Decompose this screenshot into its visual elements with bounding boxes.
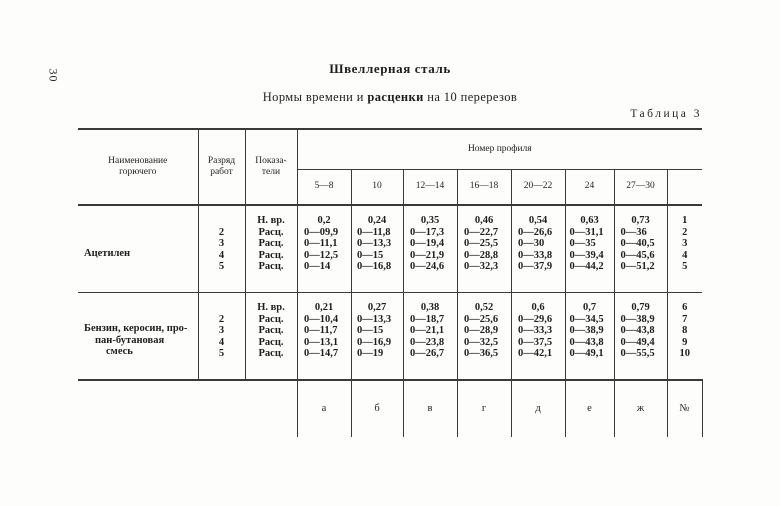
value-cell: 0,46 (457, 205, 511, 227)
norms-table (78, 128, 703, 437)
value-cell (297, 325, 351, 337)
value-cell (614, 238, 667, 250)
value-cell (457, 325, 511, 337)
value-cell (351, 261, 403, 292)
value-cell (614, 325, 667, 337)
value-cell (614, 261, 667, 292)
value-cell (297, 250, 351, 262)
value-text: 0—32,3 (464, 261, 499, 273)
value-cell (297, 238, 351, 250)
header-col-pokazateli: Показа- тели (245, 129, 297, 205)
footer-letter-cell: ж (614, 380, 667, 437)
value-cell: 0,2 (297, 205, 351, 227)
razryad-cell (198, 205, 245, 227)
value-cell (511, 250, 565, 262)
header-col-fuel-name: Наименование горючего (78, 129, 198, 205)
value-cell (565, 238, 614, 250)
value-text: 0—11,8 (357, 226, 391, 238)
value-cell (351, 250, 403, 262)
value-text: 0—28,9 (464, 325, 499, 337)
value-cell (403, 227, 457, 239)
value-text: 0—11,7 (304, 325, 338, 337)
row-num-cell: 9 (667, 337, 702, 349)
table-caption: Таблица 3 (630, 108, 702, 120)
value-cell (351, 348, 403, 380)
header-col-razryad: Разряд работ (198, 129, 245, 205)
value-text: 0—36 (620, 226, 647, 238)
value-cell: 0,79 (614, 292, 667, 313)
value-text: 0—24,6 (410, 261, 445, 273)
value-cell (511, 348, 565, 380)
value-cell: 0,73 (614, 205, 667, 227)
row-num-cell: 1 (667, 205, 702, 227)
value-cell: 0,54 (511, 205, 565, 227)
value-cell (351, 227, 403, 239)
value-cell (403, 325, 457, 337)
value-text: 0—15 (357, 249, 384, 261)
value-cell (457, 337, 511, 349)
table-header (78, 129, 702, 205)
pokazatel-cell: Расц. (245, 314, 297, 326)
value-cell (351, 314, 403, 326)
value-text: 0—38,9 (620, 313, 655, 325)
value-text: 0—55,5 (620, 348, 655, 360)
value-cell: 0,7 (565, 292, 614, 313)
row-num-cell: 6 (667, 292, 702, 313)
value-text: 0—25,6 (464, 313, 499, 325)
table-row (78, 292, 702, 313)
header-group-profile-number: Номер профиля (297, 129, 702, 169)
value-text: 0—31,1 (569, 226, 604, 238)
value-text: 0—13,1 (304, 336, 339, 348)
profile-col-header-10: 10 (351, 169, 403, 205)
row-num-cell: 4 (667, 250, 702, 262)
value-text: 0—49,4 (620, 336, 655, 348)
razryad-cell: 4 (198, 337, 245, 349)
value-text: 0—35 (569, 238, 596, 250)
razryad-cell: 3 (198, 325, 245, 337)
footer-empty-cell (78, 380, 297, 437)
value-text: 0—43,8 (620, 325, 655, 337)
pokazatel-cell: Расц. (245, 325, 297, 337)
razryad-cell (198, 292, 245, 313)
profile-col-header-16-18: 16—18 (457, 169, 511, 205)
value-text: 0—17,3 (410, 226, 445, 238)
value-text: 0—19,4 (410, 238, 445, 250)
profile-col-header-20-22: 20—22 (511, 169, 565, 205)
fuel-name-line: Бензин, керосин, про- (84, 323, 188, 335)
profile-col-header-12-14: 12—14 (403, 169, 457, 205)
value-text: 0—23,8 (410, 336, 445, 348)
value-cell: 0,52 (457, 292, 511, 313)
value-text: 0—32,5 (464, 336, 499, 348)
fuel-name-line: Ацетилен (84, 247, 131, 259)
profile-col-header-5-8: 5—8 (297, 169, 351, 205)
fuel-name-line: пан-бутановая (95, 334, 165, 346)
razryad-cell: 4 (198, 250, 245, 262)
doc-title: Швеллерная сталь (329, 61, 451, 76)
value-cell (351, 325, 403, 337)
row-num-cell: 8 (667, 325, 702, 337)
row-num-cell: 7 (667, 314, 702, 326)
subtitle-prefix: Нормы времени и (262, 90, 368, 104)
footer-letter-cell: а (297, 380, 351, 437)
value-cell (297, 314, 351, 326)
footer-letter-cell: б (351, 380, 403, 437)
fuel-block (78, 292, 702, 379)
value-text: 0—29,6 (518, 313, 553, 325)
footer-letter-cell: в (403, 380, 457, 437)
value-cell (614, 314, 667, 326)
value-cell (614, 250, 667, 262)
value-cell (511, 261, 565, 292)
value-cell (403, 348, 457, 380)
value-cell (297, 261, 351, 292)
value-text: 0—21,9 (410, 249, 445, 261)
value-text: 0—28,8 (464, 249, 499, 261)
value-cell (457, 314, 511, 326)
value-text: 0—38,9 (569, 325, 604, 337)
value-cell (403, 250, 457, 262)
row-num-cell: 5 (667, 261, 702, 292)
value-text: 0—43,8 (569, 336, 604, 348)
table-footer (78, 380, 702, 437)
pokazatel-cell: Н. вр. (245, 205, 297, 227)
fuel-name-line: смесь (106, 346, 133, 358)
value-cell (614, 348, 667, 380)
value-cell (403, 238, 457, 250)
value-text: 0—37,9 (518, 261, 553, 273)
profile-col-header-27-30: 27—30 (614, 169, 667, 205)
footer-row (78, 380, 702, 437)
table-row (78, 205, 702, 227)
value-text: 0—26,6 (518, 226, 553, 238)
value-text: 0—18,7 (410, 313, 445, 325)
value-text: 0—30 (518, 238, 545, 250)
razryad-cell: 2 (198, 314, 245, 326)
value-cell (565, 261, 614, 292)
value-cell: 0,38 (403, 292, 457, 313)
profile-col-header-24: 24 (565, 169, 614, 205)
pokazatel-cell: Н. вр. (245, 292, 297, 313)
value-cell (511, 314, 565, 326)
value-cell (511, 337, 565, 349)
value-text: 0—09,9 (304, 226, 339, 238)
value-cell (565, 348, 614, 380)
value-cell (614, 227, 667, 239)
razryad-cell: 5 (198, 261, 245, 292)
fuel-name-cell (78, 205, 198, 292)
value-cell (565, 314, 614, 326)
value-cell (351, 238, 403, 250)
value-text: 0—13,3 (357, 313, 392, 325)
pokazatel-cell: Расц. (245, 348, 297, 380)
value-text: 0—42,1 (518, 348, 553, 360)
doc-subtitle (0, 90, 780, 105)
value-text: 0—40,5 (620, 238, 655, 250)
value-cell (614, 337, 667, 349)
page-number: 30 (46, 68, 61, 83)
pokazatel-cell: Расц. (245, 261, 297, 292)
footer-letter-cell: е (565, 380, 614, 437)
value-cell: 0,6 (511, 292, 565, 313)
value-text: 0—51,2 (620, 261, 655, 273)
subtitle-bold: расценки (367, 90, 424, 104)
value-text: 0—49,1 (569, 348, 604, 360)
value-text: 0—34,5 (569, 313, 604, 325)
value-cell: 0,63 (565, 205, 614, 227)
value-cell: 0,27 (351, 292, 403, 313)
value-cell: 0,24 (351, 205, 403, 227)
value-cell: 0,35 (403, 205, 457, 227)
value-text: 0—16,8 (357, 261, 392, 273)
footer-num-cell: № (667, 380, 702, 437)
value-cell (565, 325, 614, 337)
pokazatel-cell: Расц. (245, 337, 297, 349)
value-text: 0—14 (304, 261, 331, 273)
value-cell (565, 337, 614, 349)
value-text: 0—15 (357, 325, 384, 337)
value-cell (297, 227, 351, 239)
row-num-cell: 3 (667, 238, 702, 250)
razryad-cell: 2 (198, 227, 245, 239)
value-text: 0—25,5 (464, 238, 499, 250)
value-cell (403, 261, 457, 292)
razryad-cell: 5 (198, 348, 245, 380)
pokazatel-cell: Расц. (245, 227, 297, 239)
value-cell: 0,21 (297, 292, 351, 313)
value-text: 0—33,8 (518, 249, 553, 261)
value-cell (565, 227, 614, 239)
razryad-cell: 3 (198, 238, 245, 250)
value-cell (297, 348, 351, 380)
value-cell (511, 227, 565, 239)
value-cell (403, 314, 457, 326)
subtitle-suffix: на 10 перерезов (423, 90, 518, 104)
value-text: 0—44,2 (569, 261, 604, 273)
value-cell (297, 337, 351, 349)
row-num-cell: 10 (667, 348, 702, 380)
value-cell (457, 238, 511, 250)
value-cell (511, 238, 565, 250)
value-cell (457, 250, 511, 262)
value-text: 0—21,1 (410, 325, 445, 337)
value-cell (403, 337, 457, 349)
profile-col-header-rownum (667, 169, 702, 205)
fuel-block (78, 205, 702, 292)
value-text: 0—37,5 (518, 336, 553, 348)
value-cell (511, 325, 565, 337)
value-text: 0—26,7 (410, 348, 445, 360)
value-cell (457, 348, 511, 380)
value-text: 0—12,5 (304, 249, 339, 261)
value-text: 0—39,4 (569, 249, 604, 261)
value-text: 0—11,1 (304, 238, 338, 250)
value-text: 0—19 (357, 348, 384, 360)
footer-letter-cell: д (511, 380, 565, 437)
value-text: 0—13,3 (357, 238, 392, 250)
pokazatel-cell: Расц. (245, 238, 297, 250)
row-num-cell: 2 (667, 227, 702, 239)
pokazatel-cell: Расц. (245, 250, 297, 262)
value-cell (457, 261, 511, 292)
value-cell (565, 250, 614, 262)
value-cell (351, 337, 403, 349)
value-cell (457, 227, 511, 239)
fuel-name-cell (78, 292, 198, 379)
footer-letter-cell: г (457, 380, 511, 437)
value-text: 0—36,5 (464, 348, 499, 360)
value-text: 0—10,4 (304, 313, 339, 325)
value-text: 0—14,7 (304, 348, 339, 360)
value-text: 0—45,6 (620, 249, 655, 261)
value-text: 0—33,3 (518, 325, 553, 337)
value-text: 0—22,7 (464, 226, 499, 238)
value-text: 0—16,9 (357, 336, 392, 348)
